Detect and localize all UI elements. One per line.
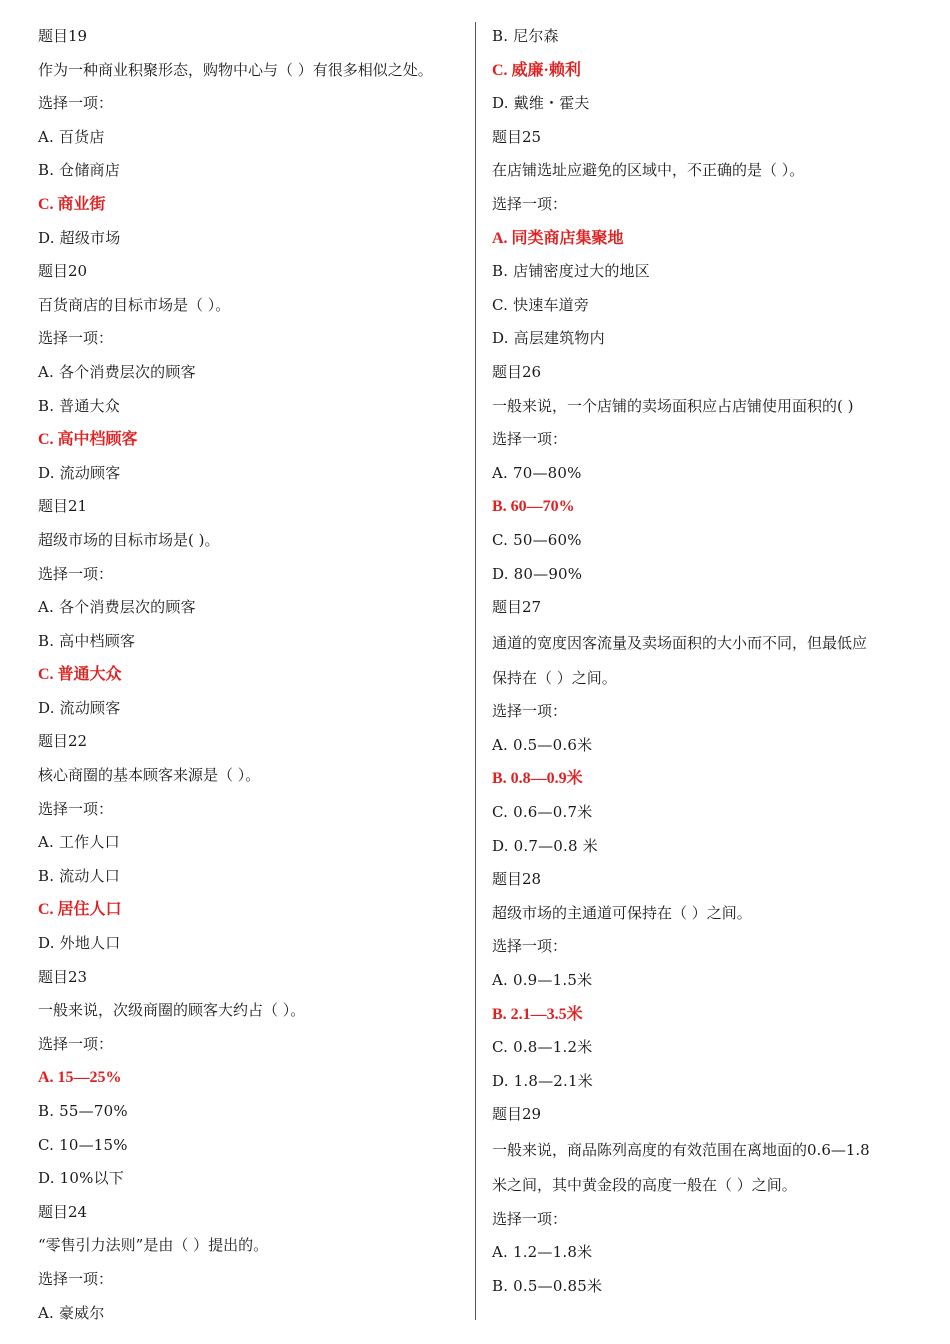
question-number: 题目24: [38, 1202, 88, 1221]
left-column: [38, 20, 468, 1330]
answer-option: D. 流动顾客: [38, 463, 121, 482]
question-number: 题目25: [492, 127, 542, 146]
answer-option: D. 80—90%: [492, 564, 583, 583]
choose-one-prompt: 选择一项：: [492, 1209, 568, 1228]
question-number: 题目29: [492, 1105, 542, 1124]
correct-answer: C. 威廉·赖利: [492, 61, 581, 79]
question-text: 一般来说，次级商圈的顾客大约占（ ）。: [38, 1001, 306, 1020]
correct-answer: C. 普通大众: [38, 666, 122, 684]
question-number: 题目19: [38, 27, 88, 45]
answer-option: A. 豪威尔: [38, 1303, 105, 1322]
right-column: [492, 20, 932, 1303]
answer-option: D. 戴维・霍夫: [492, 94, 590, 113]
answer-option: B. 仓储商店: [38, 161, 120, 180]
answer-option: D. 流动顾客: [38, 698, 121, 717]
answer-option: C. 0.8—1.2米: [492, 1038, 593, 1057]
answer-option: B. 高中档顾客: [38, 631, 136, 650]
answer-option: C. 50—60%: [492, 530, 582, 549]
question-text: “零售引力法则”是由（ ）提出的。: [38, 1236, 269, 1255]
answer-option: B. 流动人口: [38, 866, 120, 885]
question-text: 作为一种商业积聚形态，购物中心与（ ）有很多相似之处。: [38, 60, 433, 79]
question-number: 题目28: [492, 870, 542, 889]
correct-answer: B. 2.1—3.5米: [492, 1005, 583, 1023]
choose-one-prompt: 选择一项：: [38, 329, 114, 348]
correct-answer: C. 高中档顾客: [38, 431, 138, 449]
answer-option: A. 各个消费层次的顾客: [38, 362, 196, 381]
question-text: 米之间，其中黄金段的高度一般在（ ）之间。: [492, 1176, 797, 1194]
choose-one-prompt: 选择一项：: [492, 194, 568, 213]
answer-option: A. 0.9—1.5米: [492, 971, 593, 990]
answer-option: A. 百货店: [38, 127, 105, 146]
correct-answer: B. 60—70%: [492, 498, 575, 516]
question-number: 题目23: [38, 967, 88, 986]
answer-option: C. 0.6—0.7米: [492, 803, 593, 822]
choose-one-prompt: 选择一项：: [38, 1269, 114, 1288]
question-text: 保持在（ ）之间。: [492, 668, 617, 687]
answer-option: D. 0.7—0.8 米: [492, 836, 598, 855]
question-number: 题目20: [38, 262, 88, 281]
answer-option: A. 工作人口: [38, 833, 120, 852]
answer-option: A. 1.2—1.8米: [492, 1243, 593, 1262]
question-text: 百货商店的目标市场是（ ）。: [38, 295, 231, 314]
question-text: 超级市场的目标市场是( )。: [38, 530, 220, 549]
answer-option: C. 10—15%: [38, 1135, 128, 1154]
answer-option: B. 0.5—0.85米: [492, 1276, 603, 1295]
choose-one-prompt: 选择一项：: [38, 799, 114, 818]
question-number: 题目26: [492, 362, 542, 381]
choose-one-prompt: 选择一项：: [38, 94, 114, 113]
question-text: 超级市场的主通道可保持在（ ）之间。: [492, 903, 752, 922]
answer-option: A. 0.5—0.6米: [492, 735, 593, 754]
correct-answer: A. 同类商店集聚地: [492, 229, 624, 247]
question-text: 核心商圈的基本顾客来源是（ ）。: [38, 766, 261, 785]
column-divider: [475, 22, 476, 1320]
correct-answer: C. 商业街: [38, 195, 106, 213]
answer-option: D. 1.8—2.1米: [492, 1071, 593, 1090]
choose-one-prompt: 选择一项：: [38, 564, 114, 583]
choose-one-prompt: 选择一项：: [492, 702, 568, 721]
correct-answer: A. 15—25%: [38, 1069, 122, 1087]
answer-option: D. 10%以下: [38, 1169, 124, 1188]
answer-option: D. 超级市场: [38, 228, 121, 247]
answer-option: A. 各个消费层次的顾客: [38, 598, 196, 617]
answer-option: D. 外地人口: [38, 934, 121, 953]
question-text: 在店铺选址应避免的区域中，不正确的是（ ）。: [492, 161, 805, 180]
choose-one-prompt: 选择一项：: [492, 937, 568, 956]
correct-answer: C. 居住人口: [38, 901, 122, 919]
question-number: 题目21: [38, 497, 88, 516]
choose-one-prompt: 选择一项：: [38, 1034, 114, 1053]
question-number: 题目27: [492, 598, 542, 617]
question-text: 通道的宽度因客流量及卖场面积的大小而不同，但最低应: [492, 633, 868, 652]
question-text: 一般来说，商品陈列高度的有效范围在离地面的0.6—1.8: [492, 1141, 870, 1159]
answer-option: B. 55—70%: [38, 1102, 128, 1120]
answer-option: B. 普通大众: [38, 396, 120, 415]
question-number: 题目22: [38, 732, 88, 751]
answer-option: D. 高层建筑物内: [492, 329, 605, 348]
choose-one-prompt: 选择一项：: [492, 430, 568, 449]
correct-answer: B. 0.8—0.9米: [492, 770, 583, 788]
answer-option: A. 70—80%: [492, 463, 582, 482]
answer-option: B. 尼尔森: [492, 27, 559, 45]
answer-option: B. 店铺密度过大的地区: [492, 262, 650, 281]
answer-option: C. 快速车道旁: [492, 295, 590, 314]
question-text: 一般来说，一个店铺的卖场面积应占店铺使用面积的( ): [492, 396, 854, 415]
